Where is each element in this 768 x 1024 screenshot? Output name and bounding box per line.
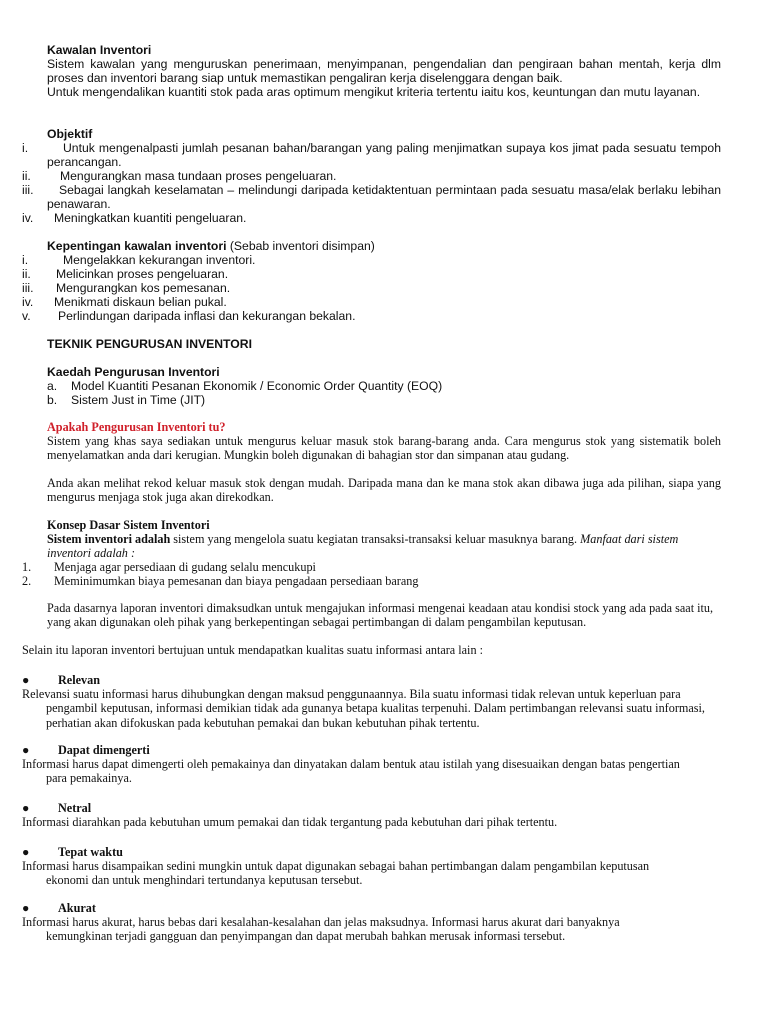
list-number: iv.	[22, 211, 34, 225]
paragraph-tepat-line1: Informasi harus disampaikan sedini mungkin untuk dapat digunakan sebagai bahan pertimbangan dalam pengambilan keputusan	[22, 859, 650, 873]
paragraph-apakah-2: Anda akan melihat rekod keluar masuk stok dengan mudah. Daripada mana dan ke mana stok akan dibawa juga ada pilihan, siapa yang mengurus menjaga stok juga akan direkodkan.	[47, 476, 721, 505]
heading-objektif: Objektif	[47, 127, 93, 141]
paragraph-tepat-cont: ekonomi dan untuk menghindari tertundanya keputusan tersebut.	[46, 873, 363, 888]
paragraph-akurat-line1: Informasi harus akurat, harus bebas dari kesalahan-kesalahan dan jelas maksudnya. Informasi harus akurat dari banyaknya	[22, 915, 620, 929]
paragraph-apakah-1: Sistem yang khas saya sediakan untuk mengurus keluar masuk stok barang-barang anda. Cara mengurus stok yang sistematik boleh menyelamatkan anda dari kerugian. Mungkin boleh digunakan di bahagian stor dan simpanan atau gudang.	[47, 434, 721, 463]
list-number: iii.	[22, 281, 34, 295]
list-item: Untuk mengenalpasti jumlah pesanan bahan/barangan yang paling menjimatkan supaya kos jimat pada sesuatu tempoh perancangan.	[47, 141, 721, 170]
list-item: Meminimumkan biaya pemesanan dan biaya pengadaan persediaan barang	[54, 574, 419, 588]
paragraph-relevan-line1: Relevansi suatu informasi harus dihubungkan dengan maksud penggunaannya. Bila suatu informasi tidak relevan untuk keperluan para	[22, 687, 681, 701]
list-item: Mengurangkan kos pemesanan.	[56, 281, 231, 295]
list-item: Melicinkan proses pengeluaran.	[56, 267, 229, 281]
konsep-manfaat: Manfaat dari sistem inventori adalah :	[47, 532, 679, 561]
paragraph-netral: Informasi diarahkan pada kebutuhan umum pemakai dan tidak tergantung pada kebutuhan dari pihak tertentu.	[22, 815, 558, 829]
list-number: v.	[22, 309, 31, 323]
heading-teknik: TEKNIK PENGURUSAN INVENTORI	[47, 337, 252, 351]
list-item: Meningkatkan kuantiti pengeluaran.	[54, 211, 247, 225]
bullet-icon: ●	[22, 901, 30, 915]
paragraph-kawalan-2: Untuk mengendalikan kuantiti stok pada aras optimum mengikut kriteria tertentu iaitu kos, keuntungan dan mutu layanan.	[47, 85, 701, 99]
bullet-icon: ●	[22, 673, 30, 687]
list-number: 2.	[22, 574, 32, 588]
paragraph-dimengerti	[22, 757, 722, 786]
list-number: i.	[22, 141, 29, 155]
list-number: i.	[22, 253, 29, 267]
bullet-icon: ●	[22, 801, 30, 815]
list-item: Menikmati diskaun belian pukal.	[54, 295, 227, 309]
heading-tepat-waktu: Tepat waktu	[58, 845, 123, 859]
paragraph-relevan	[22, 687, 722, 730]
bullet-icon: ●	[22, 743, 30, 757]
paragraph-kawalan-1: Sistem kawalan yang menguruskan penerimaan, menyimpanan, pengendalian dan pengiraan bahan mentah, kerja dlm proses dan inventori barang siap untuk memastikan pengaliran kerja diselenggara dengan baik.	[47, 57, 721, 86]
heading-kaedah: Kaedah Pengurusan Inventori	[47, 365, 220, 379]
list-item: Mengurangkan masa tundaan proses pengeluaran.	[60, 169, 337, 183]
list-item: Model Kuantiti Pesanan Ekonomik / Economic Order Quantity (EOQ)	[71, 379, 443, 393]
paragraph-konsep	[47, 532, 721, 561]
heading-relevan: Relevan	[58, 673, 100, 687]
konsep-def: sistem yang mengelola suatu kegiatan transaksi-transaksi keluar masuknya barang.	[173, 532, 578, 546]
heading-netral: Netral	[58, 801, 92, 815]
paragraph-laporan: Pada dasarnya laporan inventori dimaksudkan untuk mengajukan informasi mengenai keadaan atau kondisi stock yang ada pada saat itu, yang akan digunakan oleh pihak yang berkepentingan sebagai pertimbangan di dalam pengambilan keputusan.	[47, 601, 714, 630]
heading-kepentingan-note: (Sebab inventori disimpan)	[229, 239, 375, 253]
paragraph-akurat	[22, 915, 722, 944]
heading-apakah: Apakah Pengurusan Inventori tu?	[47, 420, 226, 434]
list-number: a.	[47, 379, 58, 393]
heading-kawalan-inventori: Kawalan Inventori	[47, 43, 152, 57]
heading-akurat: Akurat	[58, 901, 96, 915]
list-item: Sistem Just in Time (JIT)	[71, 393, 206, 407]
paragraph-relevan-cont: pengambil keputusan, informasi demikian tidak ada gunanya betapa kualitas terpenuhi. Dalam pertimbangan relevansi suatu informasi, perhatian akan difokuskan pada kebutuhan pemakai dan bukan kebutuhan pihak tertentu.	[46, 701, 705, 730]
paragraph-tepat-waktu	[22, 859, 722, 888]
list-item: Perlindungan daripada inflasi dan kekurangan bekalan.	[58, 309, 356, 323]
bullet-icon: ●	[22, 845, 30, 859]
list-number: iv.	[22, 295, 34, 309]
paragraph-dimengerti-line1: Informasi harus dapat dimengerti oleh pemakainya dan dinyatakan dalam bentuk atau istilah yang disesuaikan dengan batas pengertian	[22, 757, 680, 771]
list-number: ii.	[22, 169, 31, 183]
list-item: Menjaga agar persediaan di gudang selalu mencukupi	[54, 560, 316, 574]
list-number: ii.	[22, 267, 31, 281]
heading-dimengerti: Dapat dimengerti	[58, 743, 150, 757]
heading-konsep: Konsep Dasar Sistem Inventori	[47, 518, 210, 532]
list-item: Sebagai langkah keselamatan – melindungi daripada ketidaktentuan permintaan pada sesuatu masa/elak berlaku lebihan penawaran.	[47, 183, 721, 212]
paragraph-akurat-cont: kemungkinan terjadi gangguan dan penyimpangan dan dapat merubah bahkan merusak informasi tersebut.	[46, 929, 566, 944]
list-item: Mengelakkan kekurangan inventori.	[63, 253, 256, 267]
list-number: iii.	[22, 183, 34, 197]
list-number: b.	[47, 393, 58, 407]
heading-kepentingan-bold: Kepentingan kawalan inventori	[47, 239, 227, 253]
list-number: 1.	[22, 560, 32, 574]
konsep-term: Sistem inventori adalah	[47, 532, 171, 546]
paragraph-selain: Selain itu laporan inventori bertujuan untuk mendapatkan kualitas suatu informasi antara lain :	[22, 643, 483, 657]
paragraph-dimengerti-cont: para pemakainya.	[46, 771, 132, 786]
heading-kepentingan	[47, 239, 721, 253]
